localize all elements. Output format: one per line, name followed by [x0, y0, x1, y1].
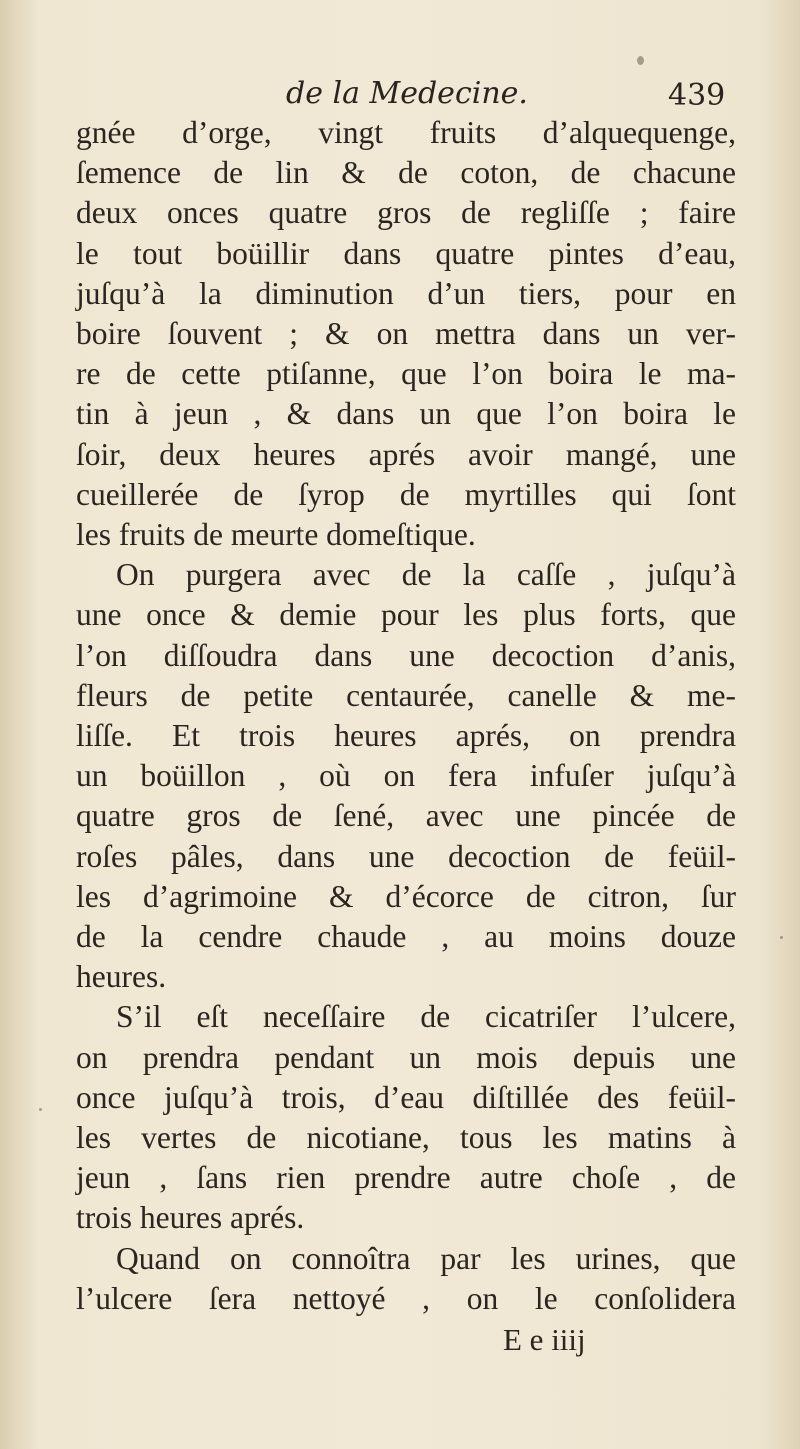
- page-number: 439: [668, 78, 726, 113]
- text-line: Quand on connoîtra par les urines, que: [116, 1240, 736, 1276]
- text-line: tin à jeun , & dans un que l’on boira le: [76, 396, 736, 432]
- text-line: boire ſouvent ; & on mettra dans un ver-: [76, 316, 736, 352]
- ink-speck: [780, 936, 783, 939]
- text-line: juſqu’à la diminution d’un tiers, pour en: [76, 275, 736, 311]
- text-line: quatre gros de ſené, avec une pincée de: [76, 798, 736, 834]
- text-line: On purgera avec de la caſſe , juſqu’à: [116, 557, 736, 593]
- text-line: re de cette ptiſanne, que l’on boira le ma-: [76, 356, 736, 392]
- text-line: gnée d’orge, vingt fruits d’alquequenge,: [76, 115, 736, 150]
- text-line: un boüillon , où on fera infuſer juſqu’à: [76, 758, 736, 794]
- running-title: de la Medecine.: [286, 76, 528, 111]
- text-line: l’on diſſoudra dans une decoction d’anis,: [76, 637, 736, 673]
- text-line: ſemence de lin & de coton, de chacune: [76, 155, 736, 191]
- text-line: les d’agrimoine & d’écorce de citron, ſur: [76, 878, 736, 914]
- text-line: trois heures aprés.: [76, 1200, 305, 1236]
- text-line: l’ulcere ſera nettoyé , on le conſolidera: [76, 1280, 736, 1316]
- text-line: cueillerée de ſyrop de myrtilles qui ſont: [76, 476, 736, 512]
- text-line: on prendra pendant un mois depuis une: [76, 1039, 736, 1075]
- text-line: le tout boüillir dans quatre pintes d’eau,: [76, 235, 736, 271]
- text-line: une once & demie pour les plus forts, que: [76, 597, 736, 633]
- text-line: les fruits de meurte domeſtique.: [76, 517, 476, 553]
- body-text: [76, 113, 736, 1319]
- text-line: once juſqu’à trois, d’eau diſtillée des feüil-: [76, 1079, 736, 1115]
- text-line: de la cendre chaude , au moins douze: [76, 919, 736, 955]
- text-line: heures.: [76, 959, 167, 995]
- text-line: ſoir, deux heures aprés avoir mangé, une: [76, 436, 736, 472]
- text-line: S’il eſt neceſſaire de cicatriſer l’ulcere,: [116, 999, 736, 1035]
- text-line: deux onces quatre gros de regliſſe ; faire: [76, 195, 736, 231]
- ink-speck: [637, 56, 644, 65]
- ink-speck: [39, 1108, 42, 1111]
- text-line: jeun , ſans rien prendre autre choſe , de: [76, 1160, 736, 1196]
- signature-mark: E e iiij: [503, 1322, 586, 1357]
- text-line: fleurs de petite centaurée, canelle & me-: [76, 677, 736, 713]
- text-line: les vertes de nicotiane, tous les matins à: [76, 1120, 736, 1156]
- text-line: liſſe. Et trois heures aprés, on prendra: [76, 718, 736, 754]
- text-line: roſes pâles, dans une decoction de feüil-: [76, 838, 736, 874]
